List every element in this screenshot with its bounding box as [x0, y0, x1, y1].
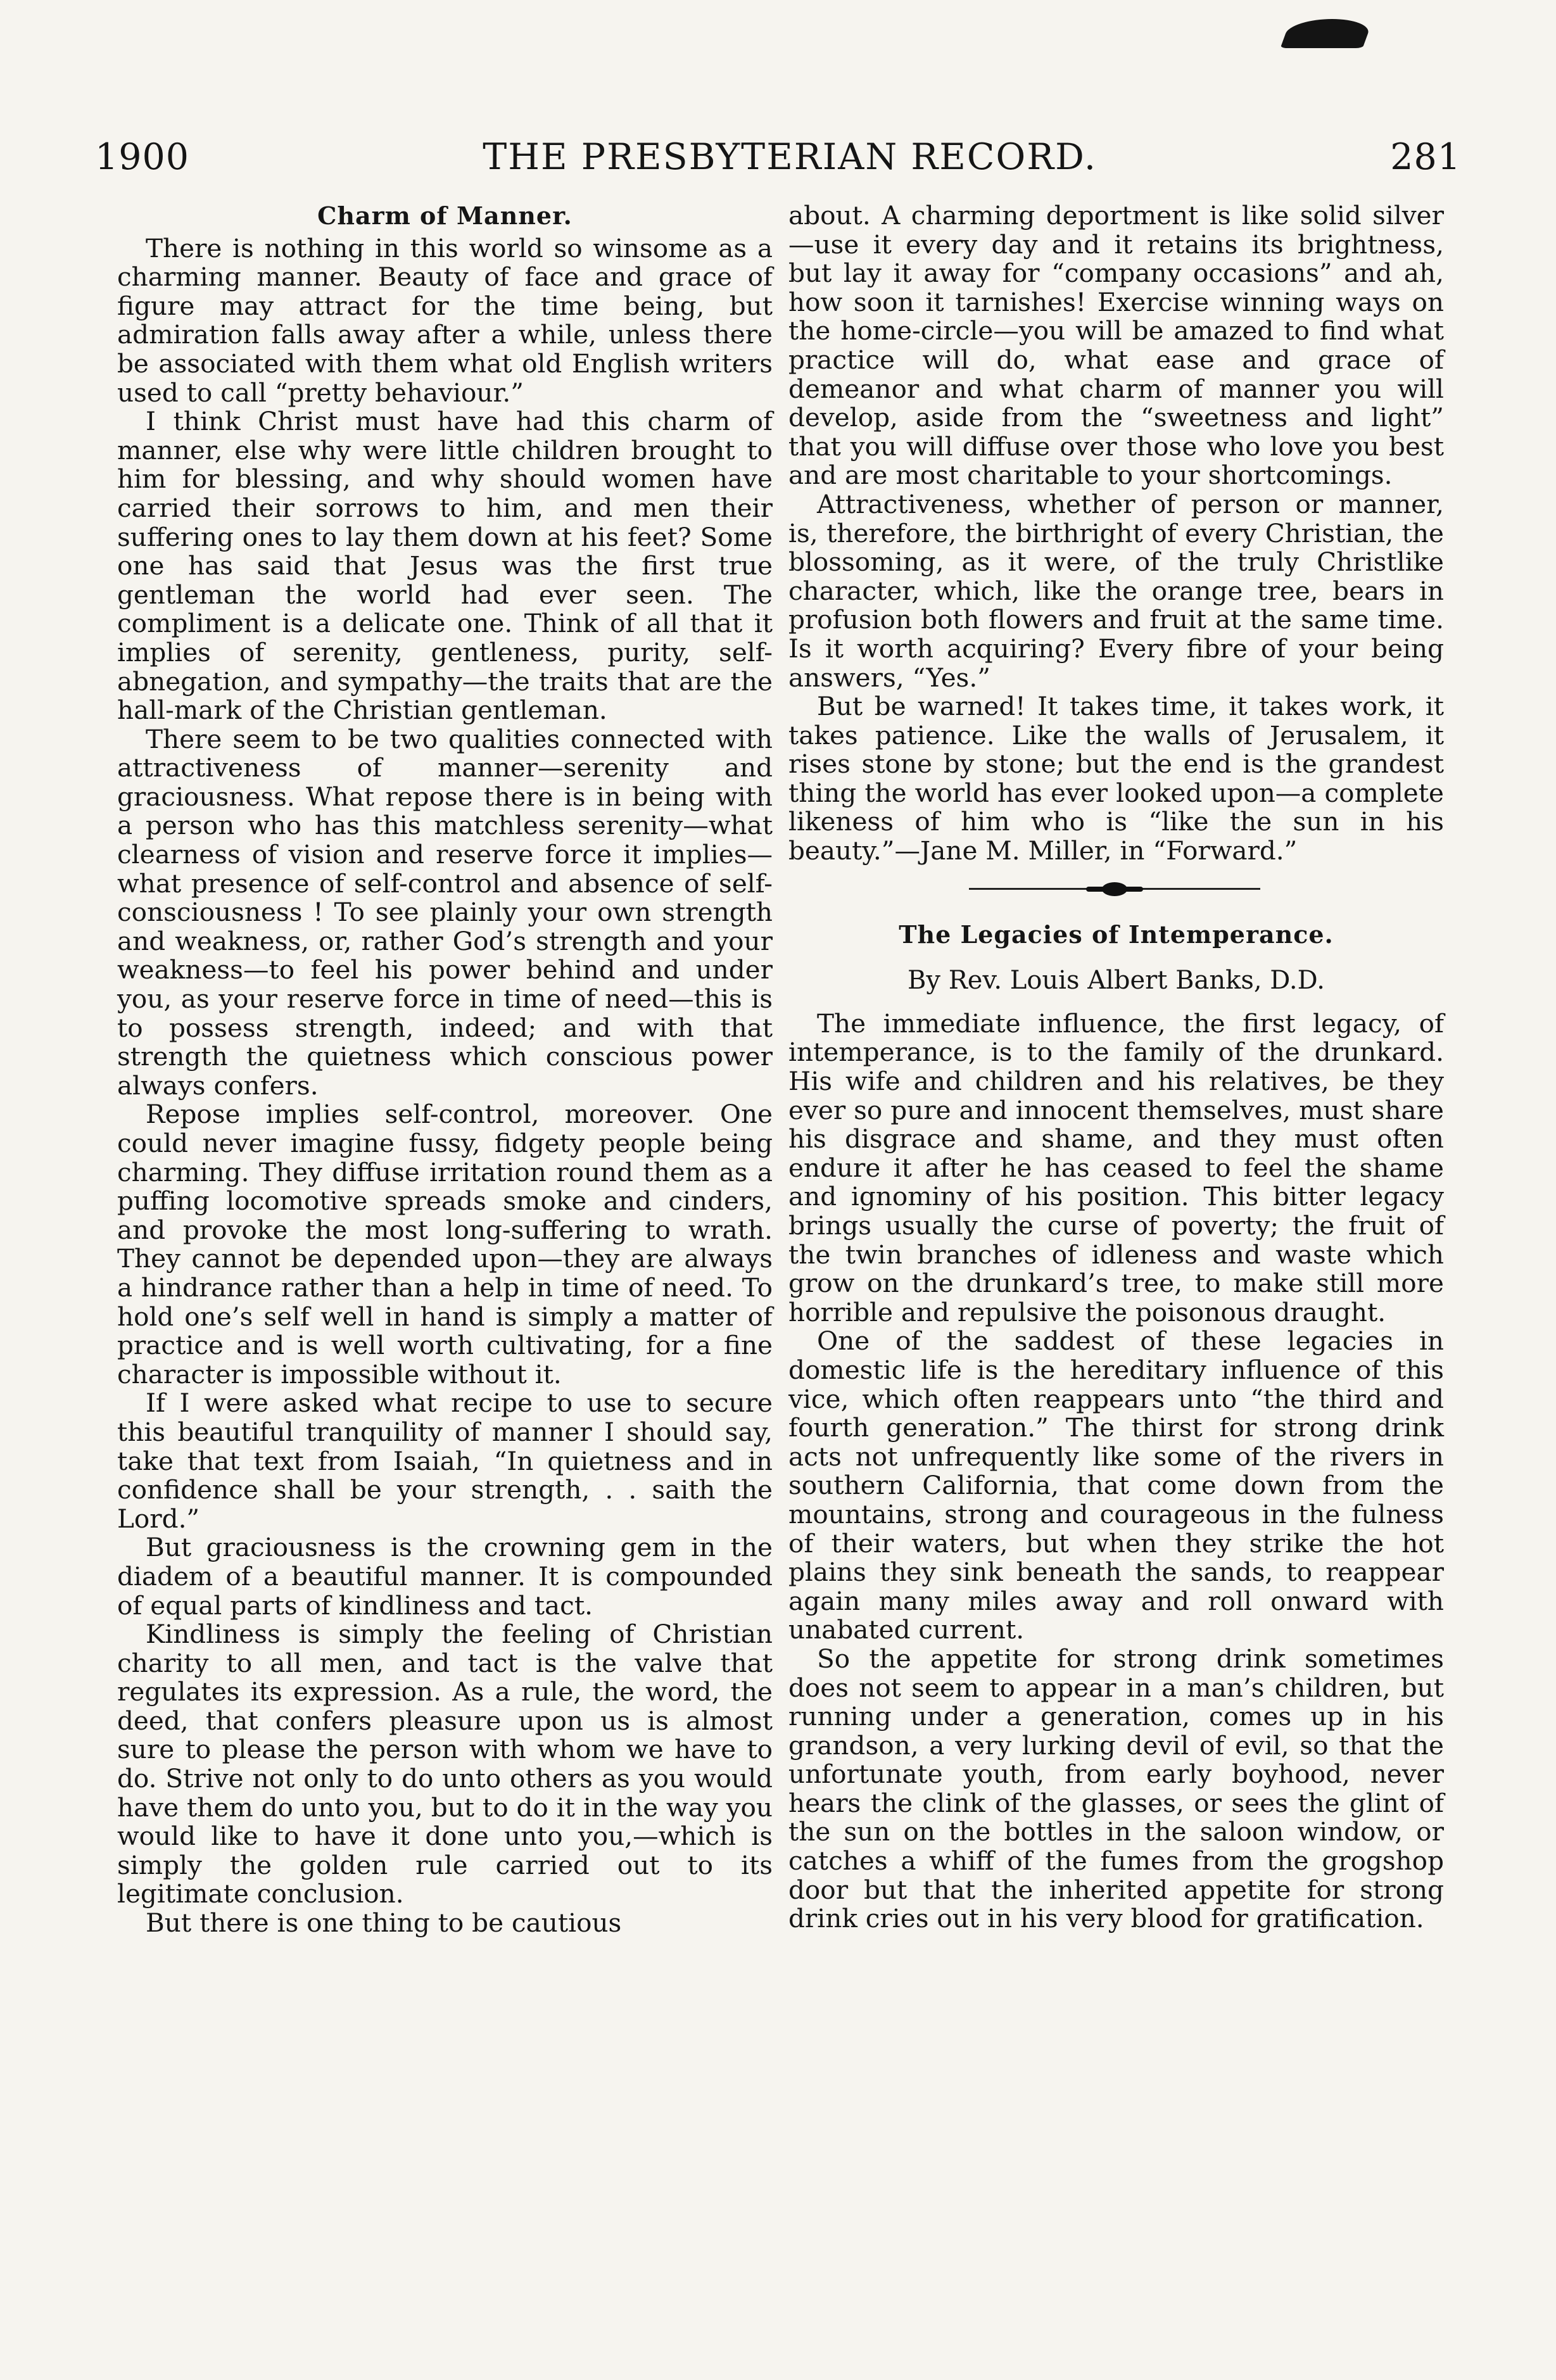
ink-smudge — [1281, 19, 1374, 48]
header-year: 1900 — [95, 136, 190, 178]
paragraph: But graciousness is the crowning gem in the diadem of a beautiful manner. It is compounded of equal parts of kindliness and tact. — [117, 1532, 773, 1621]
header-page-number: 281 — [1390, 136, 1461, 178]
paragraph: So the appetite for strong drink sometimes does not seem to appear in a man’s children, but running under a generation, comes up in his grandson, a very lurking devil of evil, so that the unfortunate youth, from early boyhood, never hears the clink of the glasses, or sees the glint of the sun on the bottles in the saloon window, or catches a whiff of the fumes from the grogshop door but that the inherited appetite for strong drink cries out in his very blood for gratification. — [788, 1643, 1444, 1934]
right-column — [788, 201, 1444, 1934]
article-heading-legacies-of-intemperance: The Legacies of Intemperance. — [899, 920, 1334, 949]
paragraph: If I were asked what recipe to use to secure this beautiful tranquility of manner I should say, take that text from Isaiah, “In quietness and in confidence shall be your strength, . . saith the Lord.” — [117, 1388, 773, 1534]
paragraph: But be warned! It takes time, it takes work, it takes patience. Like the walls of Jerusalem, it rises stone by stone; but the end is the grandest thing the world has ever looked upon—a complete likeness of him who is “like the sun in his beauty.”—Jane M. Miller, in “Forward.” — [788, 691, 1444, 866]
paragraph-continuation: about. A charming deportment is like solid silver—use it every day and it retains its brightness, but lay it away for “company occasions” and ah, how soon it tarnishes! Exercise winning ways on the home-circle—you will be amazed to find what practice will do, what ease and grace of demeanor and what charm of manner you will develop, aside from the “sweetness and light” that you will diffuse over those who love you best and are most charitable to your shortcomings. — [788, 200, 1444, 491]
article-heading-charm-of-manner: Charm of Manner. — [317, 201, 572, 230]
paragraph: There is nothing in this world so winsome as a charming manner. Beauty of face and grace of figure may attract for the time being, but admiration falls away after a while, unless there be associated with them what old English writers used to call “pretty behaviour.” — [117, 232, 773, 408]
paragraph: I think Christ must have had this charm of manner, else why were little children brought to him for blessing, and why should women have carried their sorrows to him, and men their suffering ones to lay them down at his feet? Some one has said that Jesus was the first true gentleman the world had ever seen. The compliment is a delicate one. Think of all that it implies of serenity, gentleness, purity, self-abnegation, and sympathy—the traits that are the hall-mark of the Christian gentleman. — [117, 406, 773, 726]
paragraph: One of the saddest of these legacies in domestic life is the hereditary influence of this vice, which often reappears unto “the third and fourth generation.” The thirst for strong drink acts not unfrequently like some of the rivers in southern California, that come down from the mountains, strong and courageous in the fulness of their waters, but when they strike the hot plains they sink beneath the sands, to reappear again many miles away and roll onward with unabated current. — [788, 1326, 1444, 1645]
paragraph: There seem to be two qualities connected with attractiveness of manner—serenity and graciousness. What repose there is in being with a person who has this matchless serenity—what clearness of vision and reserve force it implies—what presence of self-control and absence of self-consciousness ! To see plainly your own strength and weakness, or, rather God’s strength and your weakness—to feel his power behind and under you, as your reserve force in time of need—this is to possess strength, indeed; and with that strength the quietness which conscious power always confers. — [117, 723, 773, 1101]
paragraph: Repose implies self-control, moreover. One could never imagine fussy, fidgety people being charming. They diffuse irritation round them as a puffing locomotive spreads smoke and cinders, and provoke the most long-suffering to wrath. They cannot be depended upon—they are always a hindrance rather than a help in time of need. To hold one’s self well in hand is simply a matter of practice and is well worth cultivating, for a fine character is impossible without it. — [117, 1099, 773, 1389]
paragraph: Kindliness is simply the feeling of Christian charity to all men, and tact is the valve that regulates its expression. As a rule, the word, the deed, that confers pleasure upon us is almost sure to please the person with whom we have to do. Strive not only to do unto others as you would have them do unto you, but to do it in the way you would like to have it done unto you,—which is simply the golden rule carried out to its legitimate conclusion. — [117, 1619, 773, 1909]
divider-ornament-icon — [1086, 882, 1143, 896]
paragraph: The immediate influence, the first legacy, of intemperance, is to the family of the drunkard. His wife and children and his relatives, be they ever so pure and innocent themselves, must share his disgrace and shame, and they must often endure it after he has ceased to feel the shame and ignominy of his position. This bitter legacy brings usually the curse of poverty; the fruit of the twin branches of idleness and waste which grow on the drunkard’s tree, to make still more horrible and repulsive the poisonous draught. — [788, 1008, 1444, 1327]
paragraph: Attractiveness, whether of person or manner, is, therefore, the birthright of every Christian, the blossoming, as it were, of the truly Christlike character, which, like the orange tree, bears in profusion both flowers and fruit at the same time. Is it worth acquiring? Every fibre of your being answers, “Yes.” — [788, 488, 1444, 693]
paragraph: But there is one thing to be cautious — [146, 1908, 622, 1939]
byline: By Rev. Louis Albert Banks, D.D. — [907, 966, 1325, 996]
page-header — [95, 136, 1461, 187]
section-divider — [788, 880, 1444, 899]
header-title: THE PRESBYTERIAN RECORD. — [483, 136, 1097, 178]
left-column — [117, 201, 773, 1938]
